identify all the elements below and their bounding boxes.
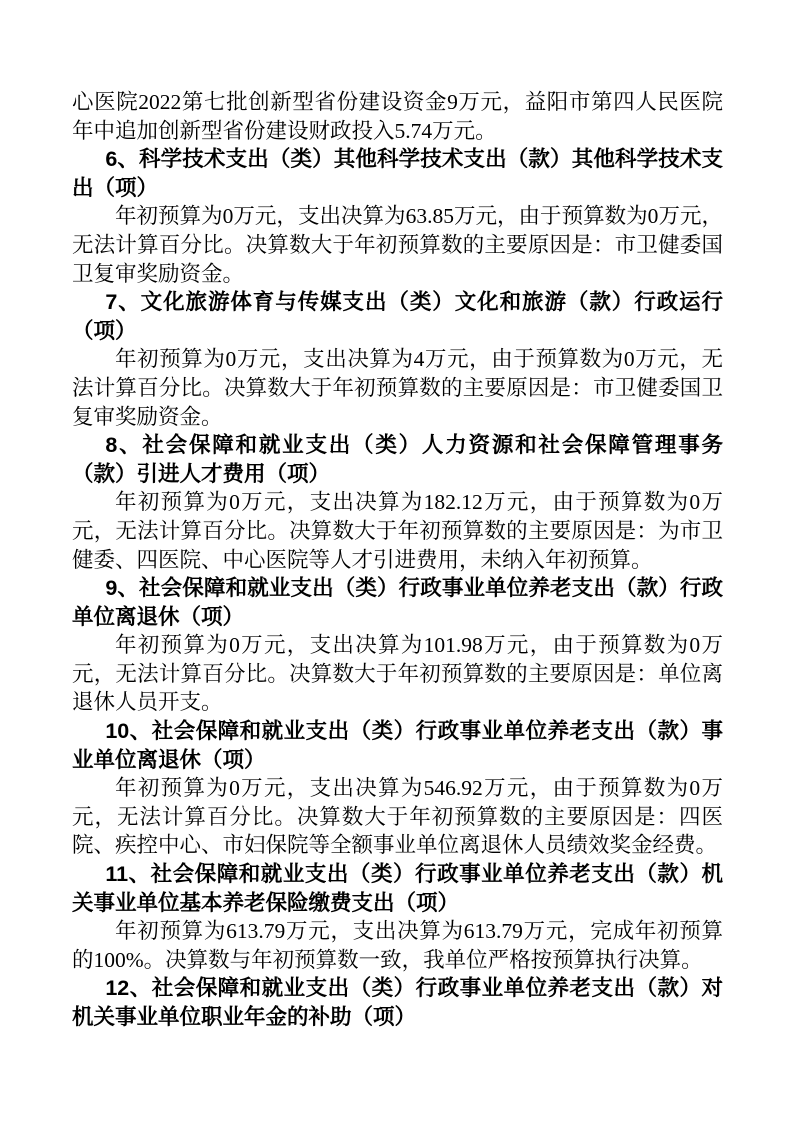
section-paragraph: 年初预算为0万元，支出决算为4万元，由于预算数为0万元，无法计算百分比。决算数大于年初预算数的主要原因是：市卫健委国卫复审奖励资金。 xyxy=(72,347,723,429)
section-heading: 9、社会保障和就业支出（类）行政事业单位养老支出（款）行政单位离退休（项） xyxy=(72,576,723,629)
continuation-paragraph: 心医院2022第七批创新型省份建设资金9万元，益阳市第四人民医院年中追加创新型省份建设财政投入5.74万元。 xyxy=(72,90,723,143)
section-heading: 12、社会保障和就业支出（类）行政事业单位养老支出（款）对机关事业单位职业年金的补助（项） xyxy=(72,976,723,1029)
section-paragraph: 年初预算为0万元，支出决算为63.85万元，由于预算数为0万元，无法计算百分比。决算数大于年初预算数的主要原因是：市卫健委国卫复审奖励资金。 xyxy=(72,204,723,286)
section-heading: 10、社会保障和就业支出（类）行政事业单位养老支出（款）事业单位离退休（项） xyxy=(72,719,723,772)
section-heading: 8、社会保障和就业支出（类）人力资源和社会保障管理事务（款）引进人才费用（项） xyxy=(72,433,723,486)
section-heading: 6、科学技术支出（类）其他科学技术支出（款）其他科学技术支出（项） xyxy=(72,147,723,200)
section-heading: 11、社会保障和就业支出（类）行政事业单位养老支出（款）机关事业单位基本养老保险缴费支出（项） xyxy=(72,862,723,915)
document-body xyxy=(72,88,723,1032)
section-paragraph: 年初预算为0万元，支出决算为182.12万元，由于预算数为0万元，无法计算百分比。决算数大于年初预算数的主要原因是：为市卫健委、四医院、中心医院等人才引进费用，未纳入年初预算。 xyxy=(72,490,723,572)
section-heading: 7、文化旅游体育与传媒支出（类）文化和旅游（款）行政运行（项） xyxy=(72,290,723,343)
section-paragraph: 年初预算为0万元，支出决算为546.92万元，由于预算数为0万元，无法计算百分比。决算数大于年初预算数的主要原因是：四医院、疾控中心、市妇保院等全额事业单位离退休人员绩效奖金经费。 xyxy=(72,776,723,858)
section-paragraph: 年初预算为613.79万元，支出决算为613.79万元，完成年初预算的100%。决算数与年初预算数一致，我单位严格按预算执行决算。 xyxy=(72,919,723,972)
section-paragraph: 年初预算为0万元，支出决算为101.98万元，由于预算数为0万元，无法计算百分比。决算数大于年初预算数的主要原因是：单位离退休人员开支。 xyxy=(72,633,723,715)
